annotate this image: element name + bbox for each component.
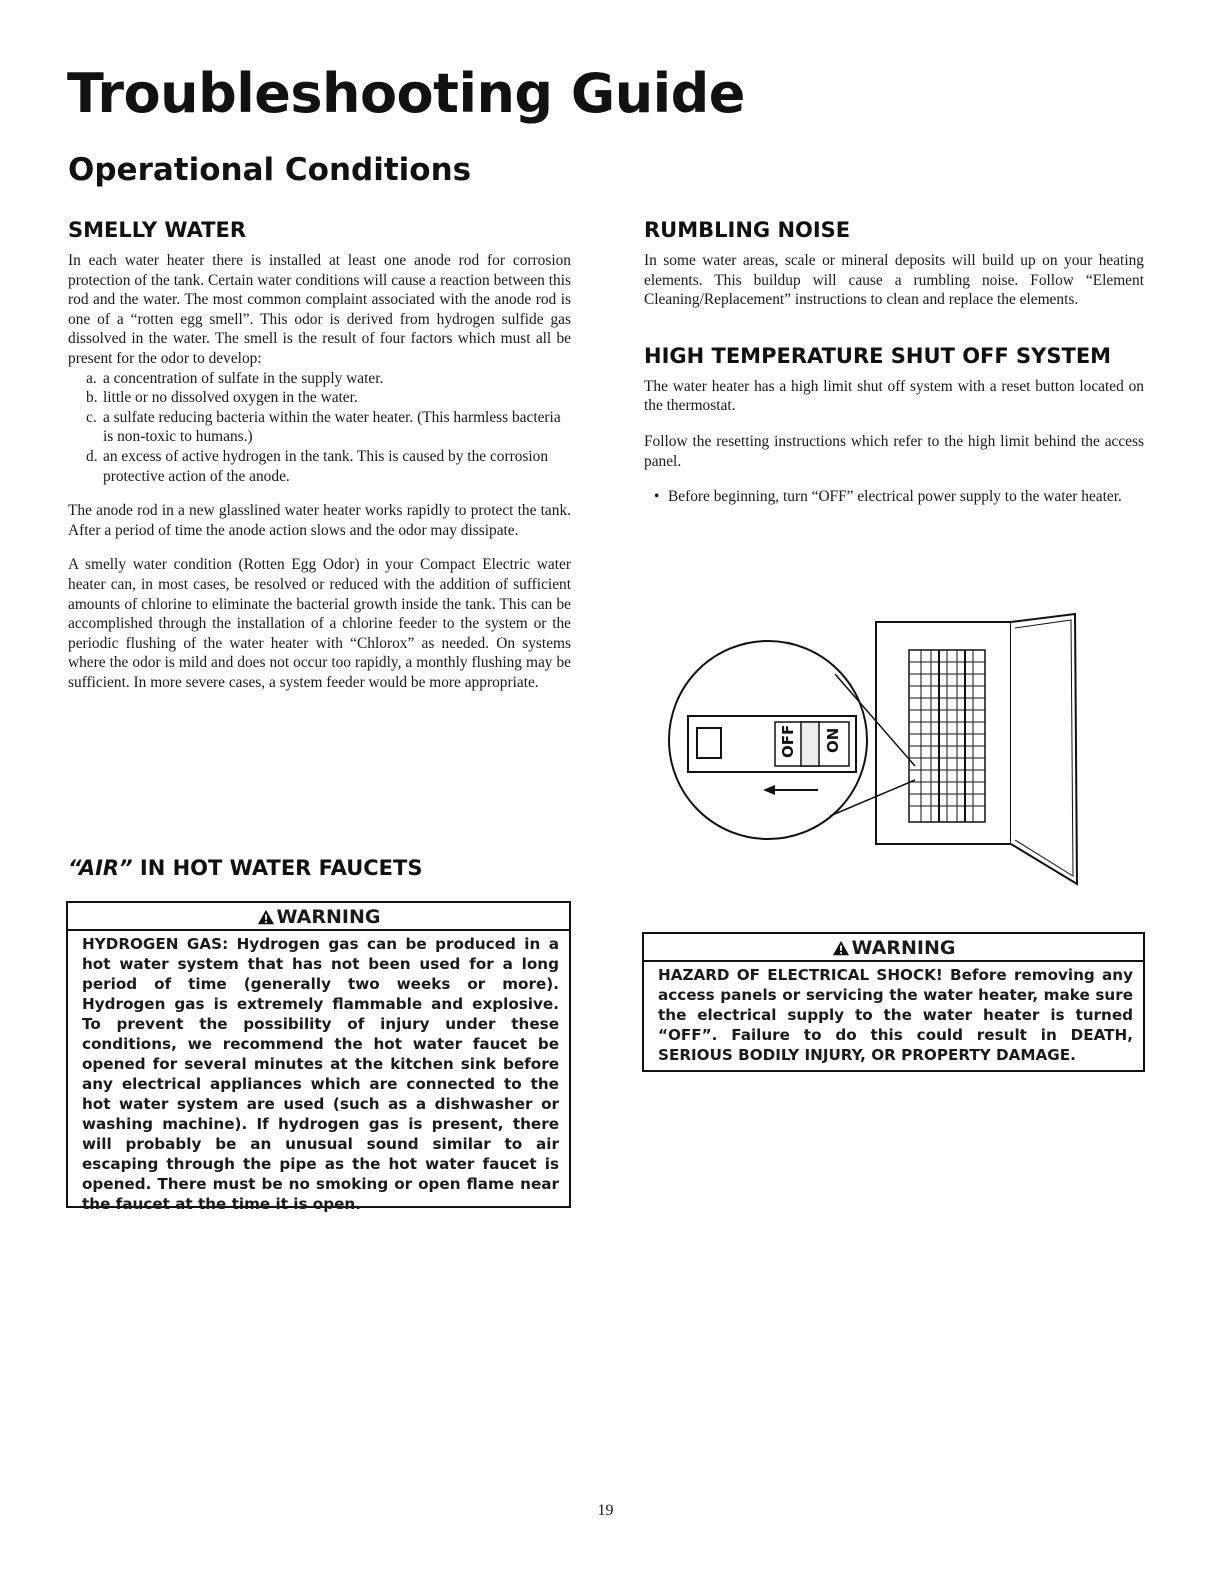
page-title: Troubleshooting Guide	[67, 62, 745, 125]
list-item-text: little or no dissolved oxygen in the water.	[103, 389, 358, 407]
bullet-icon: •	[654, 488, 660, 506]
list-item-text: a sulfate reducing bacteria within the water heater. (This harmless bacteria is non-toxic to humans.)	[103, 408, 561, 446]
smelly-water-heading: SMELLY WATER	[68, 218, 247, 242]
rumbling-noise-section	[644, 218, 1144, 310]
list-item	[654, 487, 1144, 507]
smelly-water-paragraph-3: A smelly water condition (Rotten Egg Odor) in your Compact Electric water heater can, in most cases, be resolved or reduced with the addition of sufficient amounts of chlorine to eliminate the bacterial growth inside the tank. This can be accomplished through the installation of a chlorine feeder to the system or the periodic flushing of the water heater with “Chlorox” as needed. On systems where the odor is mild and does not occur too rapidly, a monthly flushing may be sufficient. In more severe cases, a system feeder would be more appropriate.	[68, 556, 571, 691]
air-heading-rest: IN HOT WATER FAUCETS	[132, 856, 423, 880]
smelly-water-section	[68, 218, 571, 692]
list-item	[86, 369, 571, 389]
warning-label: WARNING	[851, 937, 956, 959]
high-temp-heading: HIGH TEMPERATURE SHUT OFF SYSTEM	[644, 343, 1112, 368]
rumbling-noise-text: In some water areas, scale or mineral deposits will build up on your heating elements. This buildup will cause a rumbling noise. Follow “Element Cleaning/Replacement” instructions to clean and replace the elements.	[644, 252, 1144, 309]
left-column	[68, 218, 571, 692]
electrical-warning-text: HAZARD OF ELECTRICAL SHOCK! Before removing any access panels or servicing the water heater, make sure the electrical supply to the water heater is turned “OFF”. Failure to do this could result in DEATH, SERIOUS BODILY INJURY, OR PROPERTY DAMAGE.	[658, 966, 1133, 1064]
warning-header	[644, 934, 1143, 962]
on-label: ON	[824, 727, 842, 753]
high-temp-paragraph-1: The water heater has a high limit shut off system with a reset button located on the thermostat.	[644, 377, 1144, 415]
rumbling-noise-heading: RUMBLING NOISE	[644, 218, 851, 242]
high-temp-bullets	[644, 487, 1144, 507]
high-temp-section	[644, 344, 1144, 507]
page-number: 19	[597, 1502, 614, 1519]
electrical-warning-box	[642, 932, 1145, 1072]
smelly-water-paragraph-2: The anode rod in a new glasslined water heater works rapidly to protect the tank. After a period of time the anode action slows and the odor may dissipate.	[68, 502, 571, 539]
list-item-letter: b.	[86, 389, 98, 407]
list-item-text: a concentration of sulfate in the supply water.	[103, 369, 384, 387]
page-subtitle: Operational Conditions	[68, 152, 472, 188]
list-item-text: an excess of active hydrogen in the tank. This is caused by the corrosion protective action of the anode.	[103, 447, 549, 485]
list-item-letter: d.	[86, 447, 98, 465]
warning-header	[68, 903, 569, 931]
hydrogen-warning-box	[66, 901, 571, 1213]
list-item	[86, 408, 571, 447]
list-item-letter: a.	[86, 369, 97, 387]
right-column	[644, 218, 1144, 507]
breaker-panel-illustration	[663, 598, 1093, 890]
hydrogen-warning-text: HYDROGEN GAS: Hydrogen gas can be produced in a hot water system that has not been used for a long period of time (generally two weeks or more). Hydrogen gas is extremely flammable and explosive. To prevent the possibility of injury under these conditions, we recommend the hot water faucet be opened for several minutes at the kitchen sink before any electrical appliances which are connected to the hot water system are used (such as a dishwasher or washing machine). If hydrogen gas is present, there will probably be an unusual sound similar to air escaping through the pipe as the hot water faucet is opened. There must be no smoking or open flame near the faucet at the time it is open.	[82, 935, 559, 1213]
list-item-text: Before beginning, turn “OFF” electrical power supply to the water heater.	[668, 488, 1122, 506]
warning-label: WARNING	[276, 906, 381, 928]
off-label: OFF	[779, 724, 797, 758]
list-item-letter: c.	[86, 408, 97, 426]
high-temp-paragraph-2: Follow the resetting instructions which refer to the high limit behind the access panel.	[644, 432, 1144, 470]
air-faucets-heading	[68, 856, 422, 880]
air-heading-italic: “AIR”	[68, 856, 133, 880]
warning-triangle-icon	[832, 940, 850, 956]
smelly-water-intro: In each water heater there is installed at least one anode rod for corrosion protection of the tank. Certain water conditions will cause a reaction between this rod and the water. The most common complaint associated with the anode rod is one of a “rotten egg smell”. This odor is derived from hydrogen sulfide gas dissolved in the water. The smell is the result of four factors which must all be present for the odor to develop:	[68, 252, 571, 367]
list-item	[86, 388, 571, 408]
odor-factors-list	[86, 369, 571, 487]
warning-triangle-icon	[257, 909, 275, 925]
list-item	[86, 447, 571, 486]
